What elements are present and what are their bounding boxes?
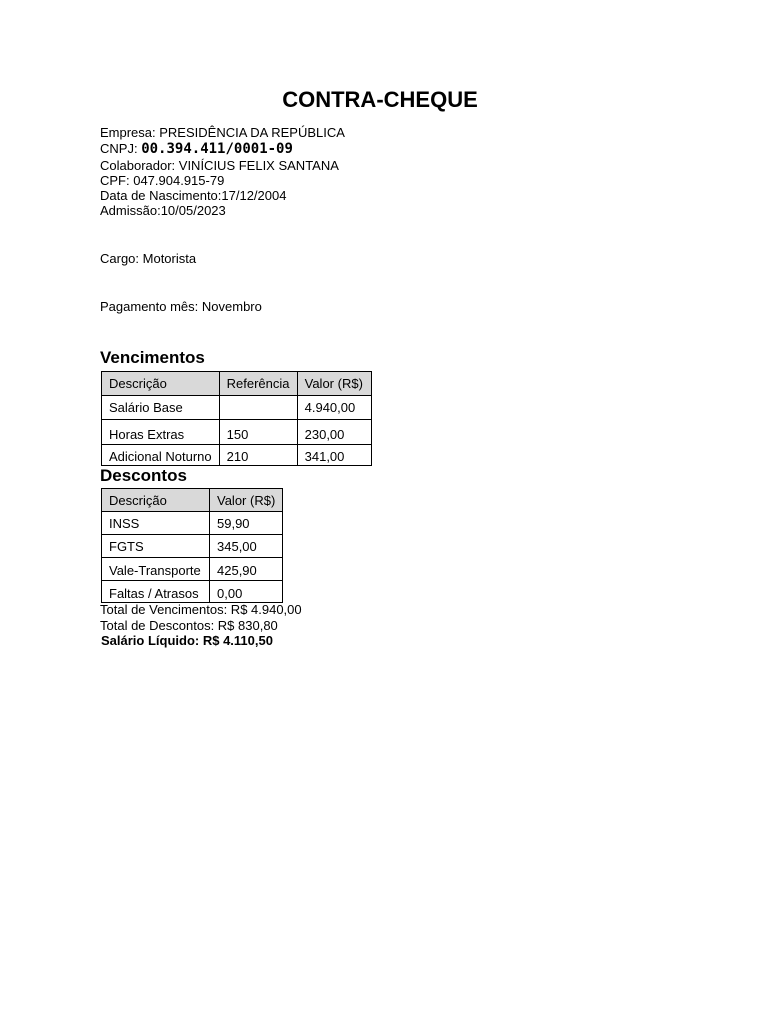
document-title: CONTRA-CHEQUE <box>282 87 478 112</box>
table-cell <box>219 396 297 420</box>
table-cell: Vale-Transporte <box>102 558 210 581</box>
table-cell: Horas Extras <box>102 420 220 445</box>
admissao-line: Admissão:10/05/2023 <box>100 203 226 218</box>
cargo-line: Cargo: Motorista <box>100 251 197 266</box>
vencimentos-table <box>101 371 372 466</box>
table-cell: 0,00 <box>210 581 283 603</box>
total-descontos: Total de Descontos: R$ 830,80 <box>100 617 278 633</box>
table-cell: Salário Base <box>102 396 220 420</box>
column-header: Valor (R$) <box>297 372 371 396</box>
salario-liquido: Salário Líquido: R$ 4.110,50 <box>101 633 273 648</box>
table-cell: INSS <box>102 512 210 535</box>
table-cell: 341,00 <box>297 445 371 466</box>
table-row <box>102 445 372 466</box>
table-row <box>102 420 372 445</box>
vencimentos-title: Vencimentos <box>100 348 205 367</box>
table-cell: 59,90 <box>210 512 283 535</box>
column-header: Descrição <box>102 489 210 512</box>
table-header-row <box>102 489 283 512</box>
table-cell: 150 <box>219 420 297 445</box>
table-cell: 230,00 <box>297 420 371 445</box>
nascimento-line: Data de Nascimento:17/12/2004 <box>100 188 287 203</box>
table-row <box>102 512 283 535</box>
column-header: Valor (R$) <box>210 489 283 512</box>
table-cell: 210 <box>219 445 297 466</box>
cnpj-label: CNPJ: <box>100 141 138 156</box>
table-cell: Faltas / Atrasos <box>102 581 210 603</box>
table-row <box>102 581 283 603</box>
table-cell: Adicional Noturno <box>102 445 220 466</box>
table-row <box>102 535 283 558</box>
total-vencimentos: Total de Vencimentos: R$ 4.940,00 <box>100 602 302 617</box>
column-header: Descrição <box>102 372 220 396</box>
table-cell: 4.940,00 <box>297 396 371 420</box>
table-row <box>102 558 283 581</box>
employee-info <box>100 125 345 218</box>
column-header: Referência <box>219 372 297 396</box>
cpf-line: CPF: 047.904.915-79 <box>100 173 225 188</box>
descontos-title: Descontos <box>100 466 187 485</box>
cnpj-value: 00.394.411/0001-09 <box>141 141 293 157</box>
totals-block <box>100 602 302 649</box>
table-cell: FGTS <box>102 535 210 558</box>
colaborador-line: Colaborador: VINÍCIUS FELIX SANTANA <box>100 158 339 173</box>
table-row <box>102 396 372 420</box>
table-cell: 345,00 <box>210 535 283 558</box>
pagamento-line: Pagamento mês: Novembro <box>100 299 262 314</box>
descontos-table <box>101 488 283 603</box>
cnpj-line <box>100 140 345 158</box>
table-cell: 425,90 <box>210 558 283 581</box>
empresa-line: Empresa: PRESIDÊNCIA DA REPÚBLICA <box>100 125 345 140</box>
table-header-row <box>102 372 372 396</box>
